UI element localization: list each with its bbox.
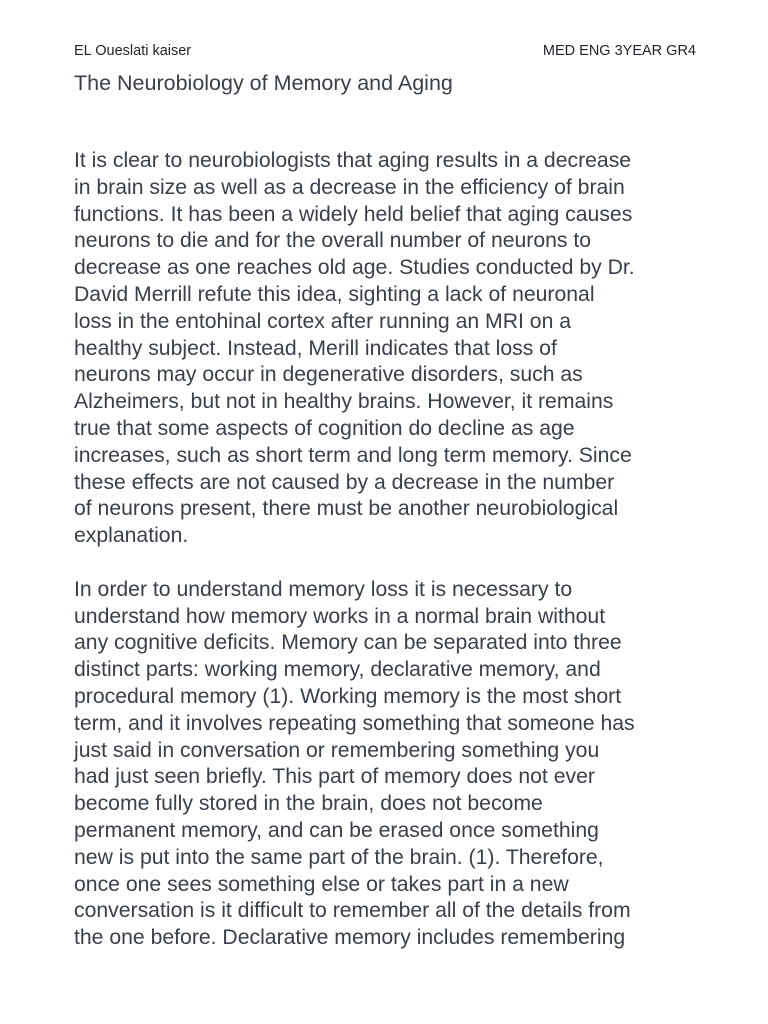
text-line: true that some aspects of cognition do decline as age bbox=[74, 416, 575, 440]
text-line: permanent memory, and can be erased once something bbox=[74, 818, 599, 842]
text-line: In order to understand memory loss it is necessary to bbox=[74, 577, 573, 601]
page-header bbox=[74, 42, 696, 60]
text-line: these effects are not caused by a decrease in the number bbox=[74, 470, 615, 494]
text-line: term, and it involves repeating something that someone has bbox=[74, 711, 635, 735]
text-line: conversation is it difficult to remember all of the details from bbox=[74, 899, 631, 923]
text-line: functions. It has been a widely held belief that aging causes bbox=[74, 202, 633, 226]
text-line: procedural memory (1). Working memory is the most short bbox=[74, 684, 622, 708]
text-line: distinct parts: working memory, declarative memory, and bbox=[74, 658, 601, 682]
document-page bbox=[74, 0, 696, 1024]
course-label: MED ENG 3YEAR GR4 bbox=[542, 43, 696, 59]
document-body bbox=[74, 148, 696, 952]
text-line: new is put into the same part of the brain. (1). Therefore, bbox=[74, 845, 604, 869]
document-title: The Neurobiology of Memory and Aging bbox=[74, 71, 453, 95]
text-line: any cognitive deficits. Memory can be separated into three bbox=[74, 631, 622, 655]
text-line: neurons may occur in degenerative disorders, such as bbox=[74, 363, 583, 387]
text-line: loss in the entohinal cortex after running an MRI on a bbox=[74, 309, 572, 333]
text-line: Alzheimers, but not in healthy brains. However, it remains bbox=[74, 390, 614, 414]
text-line: healthy subject. Instead, Merill indicates that loss of bbox=[74, 336, 557, 360]
text-line: explanation. bbox=[74, 524, 189, 548]
text-line: increases, such as short term and long term memory. Since bbox=[74, 443, 632, 467]
text-line: decrease as one reaches old age. Studies conducted by Dr. bbox=[74, 256, 635, 280]
author-name: EL Oueslati kaiser bbox=[74, 43, 192, 59]
text-line: David Merrill refute this idea, sighting a lack of neuronal bbox=[74, 282, 595, 306]
text-line: neurons to die and for the overall number of neurons to bbox=[74, 229, 592, 253]
paragraph-2 bbox=[74, 577, 696, 952]
text-line: once one sees something else or takes part in a new bbox=[74, 872, 569, 896]
text-line: just said in conversation or remembering something you bbox=[74, 738, 600, 762]
text-line: the one before. Declarative memory includes remembering bbox=[74, 926, 626, 950]
text-line: had just seen briefly. This part of memory does not ever bbox=[74, 765, 595, 789]
text-line: understand how memory works in a normal brain without bbox=[74, 604, 606, 628]
text-line: become fully stored in the brain, does not become bbox=[74, 792, 543, 816]
text-line: It is clear to neurobiologists that aging results in a decrease bbox=[74, 149, 632, 172]
text-line: of neurons present, there must be another neurobiological bbox=[74, 497, 619, 521]
paragraph-1 bbox=[74, 148, 696, 550]
text-line: in brain size as well as a decrease in the efficiency of brain bbox=[74, 175, 625, 199]
